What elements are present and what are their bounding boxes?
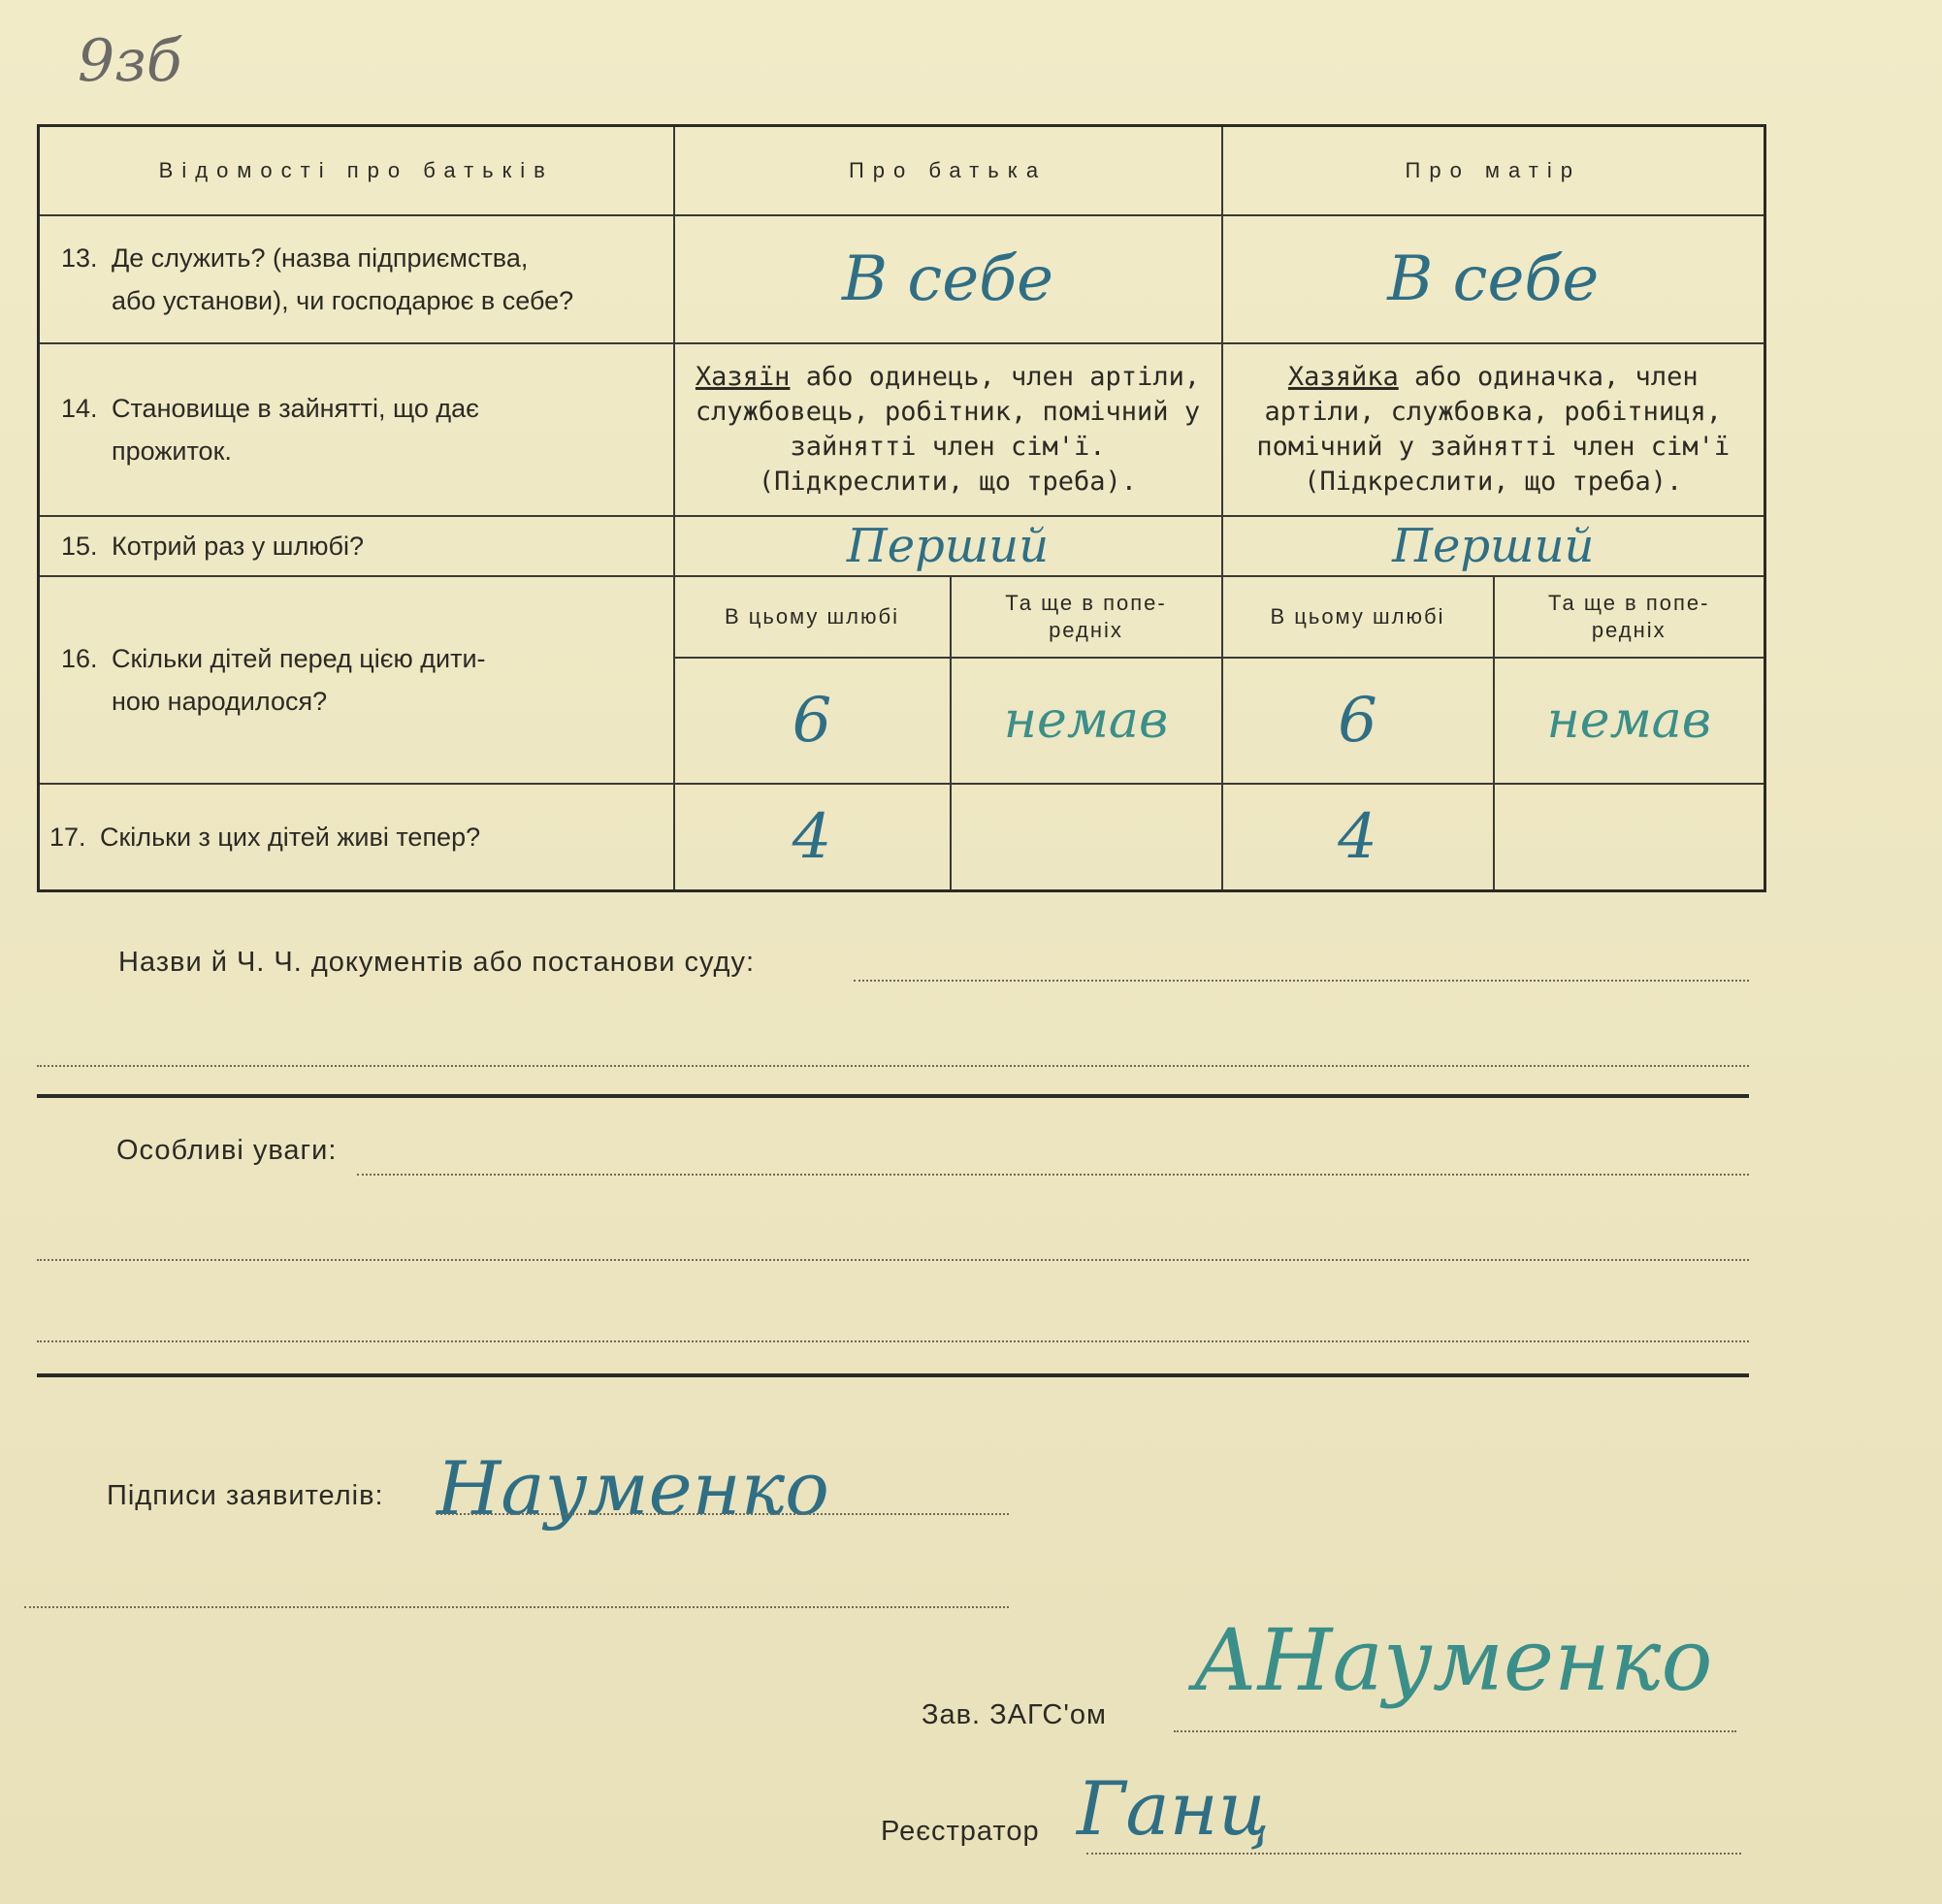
row-15 (39, 516, 1765, 576)
registrar-signature: Ганц (1077, 1765, 1270, 1852)
documents-line-2 (37, 1065, 1749, 1067)
registry-head-signature: АНауменко (1193, 1610, 1713, 1710)
notes-line-1 (357, 1174, 1749, 1176)
applicant-signature: Науменко (437, 1445, 829, 1532)
question-13: 13. Де служить? (назва підприємства, або установи), чи господарює в себе? (39, 215, 674, 343)
notes-line-3 (37, 1340, 1749, 1342)
row-17 (39, 784, 1765, 890)
question-14: 14. Становище в зайнятті, що дає прожиток. (39, 343, 674, 516)
options-14-mother: Хазяйка або одиначка, член артіли, службовка, робітниця, помічний у зайнятті член сім'ї (Підкреслити, що треба). (1222, 343, 1765, 516)
answer-16-mother-this: 6 (1222, 658, 1494, 784)
underlined-option-mother: Хазяйка (1287, 361, 1399, 392)
notes-line-2 (37, 1259, 1749, 1261)
question-16: 16. Скільки дітей перед цією дити- ною народилося? (39, 576, 674, 784)
parents-info-table (37, 124, 1766, 892)
subheader-father-this-marriage: В цьому шлюбі (674, 576, 951, 658)
applicants-line-2 (24, 1606, 1009, 1608)
documents-line-1 (854, 980, 1749, 982)
registry-head-label: Зав. ЗАГС'ом (922, 1699, 1107, 1730)
subheader-mother-this-marriage: В цьому шлюбі (1222, 576, 1494, 658)
table-header-row (39, 126, 1765, 215)
section-rule-1 (37, 1094, 1749, 1098)
answer-15-father: Перший (674, 516, 1222, 576)
registrar-line (1086, 1853, 1741, 1855)
answer-15-mother: Перший (1222, 516, 1765, 576)
options-14-father: Хазяїн або одинець, член артіли, службовець, робітник, помічний у зайнятті член сім'ї. (Підкреслити, що треба). (674, 343, 1222, 516)
question-15: 15. Котрий раз у шлюбі? (39, 516, 674, 576)
answer-16-father-prev: немав (951, 658, 1222, 784)
answer-17-mother-this: 4 (1222, 784, 1494, 890)
row-16-subheader (39, 576, 1765, 658)
answer-16-mother-prev: немав (1494, 658, 1765, 784)
row-14 (39, 343, 1765, 516)
subheader-mother-previous: Та ще в попе- редніх (1494, 576, 1765, 658)
documents-label: Назви й Ч. Ч. документів або постанови суду: (118, 947, 756, 978)
special-notes-label: Особливі уваги: (116, 1135, 338, 1166)
header-mother: Про матір (1222, 126, 1765, 215)
question-17: 17. Скільки з цих дітей живі тепер? (39, 784, 674, 890)
answer-17-father-this: 4 (674, 784, 951, 890)
underlined-option-father: Хазяїн (695, 361, 791, 392)
section-rule-2 (37, 1373, 1749, 1377)
row-13 (39, 215, 1765, 343)
answer-13-mother: В себе (1222, 215, 1765, 343)
header-parents-info: Відомості про батьків (39, 126, 674, 215)
page-number-annotation: 9зб (78, 27, 182, 95)
answer-13-father: В себе (674, 215, 1222, 343)
header-father: Про батька (674, 126, 1222, 215)
applicants-signatures-label: Підписи заявителів: (107, 1480, 384, 1511)
answer-16-father-this: 6 (674, 658, 951, 784)
registry-head-line (1174, 1730, 1736, 1732)
subheader-father-previous: Та ще в попе- редніх (951, 576, 1222, 658)
answer-17-father-prev (951, 784, 1222, 890)
applicants-line-1 (437, 1513, 1009, 1515)
registrar-label: Реєстратор (881, 1816, 1040, 1847)
answer-17-mother-prev (1494, 784, 1765, 890)
